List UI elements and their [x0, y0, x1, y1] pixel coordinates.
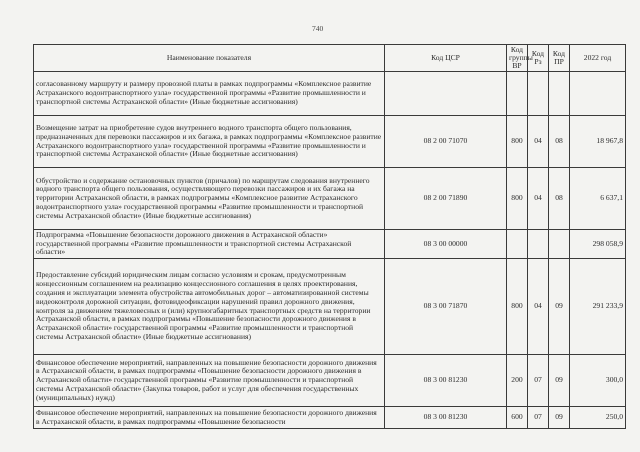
header-rz: Код Рз: [528, 45, 549, 72]
row-pr: [549, 72, 570, 116]
row-rz: [528, 230, 549, 259]
row-amount: [570, 72, 626, 116]
row-name: Предоставление субсидий юридическим лицам согласно условиям и срокам, предусмотренным концессионным соглашением на реализацию концессионного соглашения в целях проектирования, создания и эксплуатации элемента обустройства автомобильных дорог – автоматизированной системы видеоконтроля дорожной ситуации, фотовидеофиксации нарушений правил дорожного движения, контроля за движением тяжеловесных и (или) крупногабаритных транспортных средств на территории Астраханской области, в рамках подпрограммы «Повышение безопасности дорожного движения в Астраханской области» государственной программы «Развитие промышленности и транспортной системы Астраханской области» (Иные бюджетные ассигнования): [34, 259, 385, 355]
row-pr: 08: [549, 168, 570, 230]
row-vr: 800: [507, 259, 528, 355]
row-rz: 04: [528, 116, 549, 168]
table-row: [34, 72, 626, 116]
row-code: 08 3 00 00000: [385, 230, 507, 259]
row-vr: 800: [507, 116, 528, 168]
row-vr: [507, 230, 528, 259]
table-row: [34, 116, 626, 168]
row-amount: 300,0: [570, 355, 626, 407]
row-vr: 600: [507, 407, 528, 429]
header-name: Наименование показателя: [34, 45, 385, 72]
table-row: [34, 168, 626, 230]
row-pr: 09: [549, 407, 570, 429]
row-name: Обустройство и содержание остановочных пунктов (причалов) по маршрутам следования внутреннего водного транспорта общего пользования, осуществляющего перевозки пассажиров и их багажа на территории Астраханской области, в рамках подпрограммы «Комплексное развитие Астраханского водонтранспортного узла» государственной программы «Развитие промышленности и транспортной системы Астраханской области» (Иные бюджетные ассигнования): [34, 168, 385, 230]
row-code: [385, 72, 507, 116]
table-header-row: [34, 45, 626, 72]
row-pr: 08: [549, 116, 570, 168]
row-name: Подпрограмма «Повышение безопасности дорожного движения в Астраханской области» государственной программы «Развитие промышленности и транспортной системы Астраханской области»: [34, 230, 385, 259]
row-pr: 09: [549, 259, 570, 355]
row-vr: 200: [507, 355, 528, 407]
header-year: 2022 год: [570, 45, 626, 72]
row-pr: 09: [549, 355, 570, 407]
row-code: 08 3 00 71870: [385, 259, 507, 355]
row-name: Возмещение затрат на приобретение судов внутреннего водного транспорта общего пользования, предназначенных для перевозки пассажиров и их багажа, в рамках подпрограммы «Комплексное развитие Астраханского водонтранспортного узла» государственной программы «Развитие промышленности и транспортной системы Астраханской области» (Иные бюджетные ассигнования): [34, 116, 385, 168]
table-row: [34, 407, 626, 429]
row-code: 08 2 00 71070: [385, 116, 507, 168]
row-amount: 250,0: [570, 407, 626, 429]
header-vr: Код группы ВР: [507, 45, 528, 72]
row-code: 08 3 00 81230: [385, 355, 507, 407]
header-code: Код ЦСР: [385, 45, 507, 72]
row-pr: [549, 230, 570, 259]
table-row: [34, 230, 626, 259]
row-amount: 18 967,8: [570, 116, 626, 168]
row-rz: 04: [528, 259, 549, 355]
row-name: Финансовое обеспечение мероприятий, направленных на повышение безопасности дорожного движения в Астраханской области, в рамках подпрограммы «Повышение безопасности дорожного движения в Астраханской области» государственной программы «Развитие промышленности и транспортной системы Астраханской области» (Закупка товаров, работ и услуг для обеспечения государственных (муниципальных) нужд): [34, 355, 385, 407]
row-rz: 07: [528, 355, 549, 407]
row-amount: 6 637,1: [570, 168, 626, 230]
row-code: 08 3 00 81230: [385, 407, 507, 429]
row-vr: 800: [507, 168, 528, 230]
budget-table: [33, 44, 626, 429]
page-number: 740: [312, 24, 324, 33]
row-rz: 04: [528, 168, 549, 230]
row-code: 08 2 00 71890: [385, 168, 507, 230]
row-amount: 298 058,9: [570, 230, 626, 259]
table-row: [34, 259, 626, 355]
row-vr: [507, 72, 528, 116]
row-rz: [528, 72, 549, 116]
header-pr: Код ПР: [549, 45, 570, 72]
row-rz: 07: [528, 407, 549, 429]
row-name: согласованному маршруту и размеру провозной платы в рамках подпрограммы «Комплексное развитие Астраханского водонтранспортного узла» государственной программы «Развитие промышленности и транспортной системы Астраханской области» (Иные бюджетные ассигнования): [34, 72, 385, 116]
table-row: [34, 355, 626, 407]
row-amount: 291 233,9: [570, 259, 626, 355]
row-name: Финансовое обеспечение мероприятий, направленных на повышение безопасности дорожного движения в Астраханской области, в рамках подпрограммы «Повышение безопасности: [34, 407, 385, 429]
